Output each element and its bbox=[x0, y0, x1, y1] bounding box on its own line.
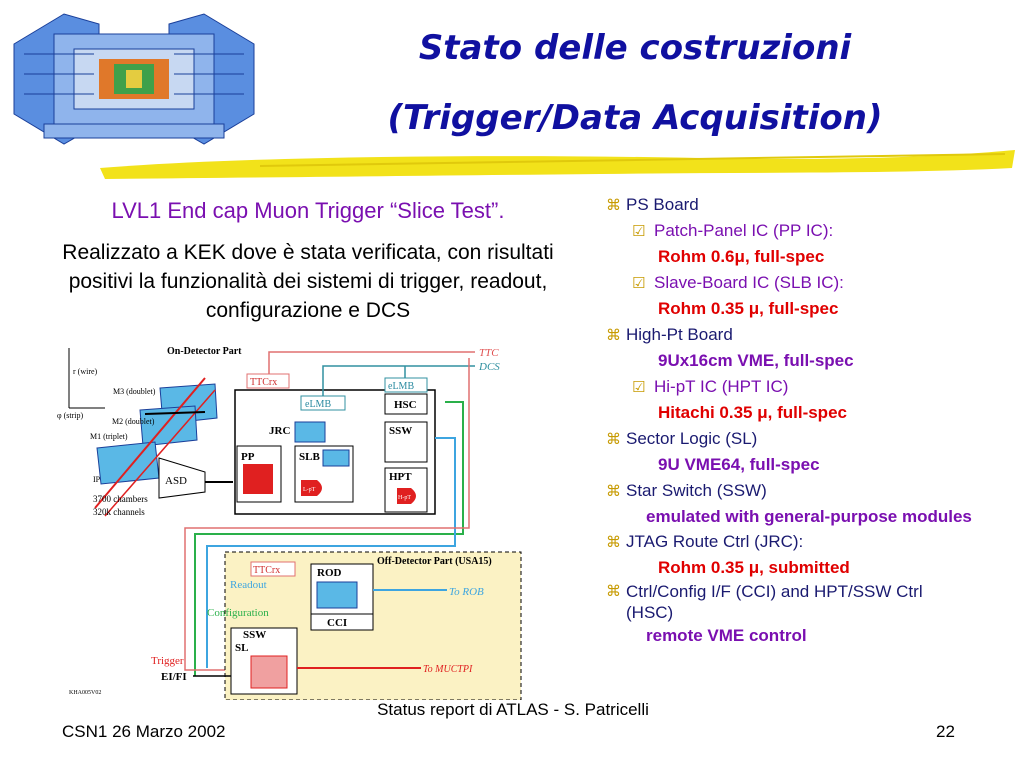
off-detector-label: Off-Detector Part (USA15) bbox=[377, 556, 492, 567]
footer-center-text: Status report di ATLAS - S. Patricelli bbox=[377, 700, 649, 719]
m2-label: M2 (doublet) bbox=[112, 417, 155, 426]
chambers-count: 3700 chambers bbox=[93, 494, 148, 504]
channels-count: 320k channels bbox=[93, 507, 145, 517]
list-item-hpt-ic: ☑ Hi-pT IC (HPT IC) bbox=[606, 374, 1016, 400]
on-detector-label: On-Detector Part bbox=[167, 346, 242, 357]
slide-title-line1: Stato delle costruzioni bbox=[418, 27, 852, 68]
elmb-hsc-label: eLMB bbox=[388, 381, 415, 392]
status-pp-ic: Rohm 0.6μ, full-spec bbox=[658, 247, 825, 266]
ttc-label: TTC bbox=[479, 347, 499, 359]
to-muctpi-label: To MUCTPI bbox=[423, 664, 473, 675]
rod-label: ROD bbox=[317, 567, 342, 579]
hpt-label: HPT bbox=[389, 471, 412, 483]
list-item-jrc: ⌘ JTAG Route Ctrl (JRC): bbox=[606, 529, 1016, 555]
trigger-system-diagram bbox=[55, 338, 525, 700]
ssw-off-label: SSW bbox=[243, 629, 267, 641]
list-item-high-pt-board: ⌘ High-Pt Board bbox=[606, 322, 1016, 348]
z-bullet-icon: ⌘ bbox=[606, 533, 621, 551]
slice-test-description: Realizzato a KEK dove è stata verificata, con risultati positivi la funzionalità dei sistemi di trigger, readout, configurazione e DCS bbox=[62, 241, 554, 322]
z-bullet-icon: ⌘ bbox=[606, 326, 621, 344]
elmb-on-label: eLMB bbox=[305, 399, 332, 410]
list-item-slb-ic: ☑ Slave-Board IC (SLB IC): bbox=[606, 270, 1016, 296]
status-slb-ic: Rohm 0.35 μ, full-spec bbox=[658, 299, 839, 318]
status-cci-hsc: remote VME control bbox=[646, 626, 807, 645]
dcs-label: DCS bbox=[479, 361, 500, 373]
list-item-star-switch: ⌘ Star Switch (SSW) bbox=[606, 478, 1016, 504]
configuration-label: Configuration bbox=[207, 607, 269, 619]
diagram-reference: KHA005V02 bbox=[69, 690, 102, 696]
hpt-chip-label: H-pT bbox=[398, 495, 411, 501]
footer-date: CSN1 26 Marzo 2002 bbox=[62, 722, 226, 741]
jrc-label: JRC bbox=[269, 425, 291, 437]
r-wire-label: r (wire) bbox=[73, 367, 98, 376]
status-sector-logic: 9U VME64, full-spec bbox=[658, 455, 820, 474]
cci-label: CCI bbox=[327, 617, 348, 629]
status-hpt-ic: Hitachi 0.35 μ, full-spec bbox=[658, 403, 847, 422]
yellow-brush-stroke bbox=[100, 146, 1015, 182]
z-bullet-icon: ⌘ bbox=[606, 482, 621, 500]
ssw-on-label: SSW bbox=[389, 425, 413, 437]
m1-label: M1 (triplet) bbox=[90, 432, 128, 441]
status-star-switch: emulated with general-purpose modules bbox=[646, 507, 972, 526]
m3-label: M3 (doublet) bbox=[113, 387, 156, 396]
page-number: 22 bbox=[936, 722, 955, 741]
slice-test-subtitle: LVL1 End cap Muon Trigger “Slice Test”. bbox=[111, 198, 505, 223]
phi-strip-label: φ (strip) bbox=[57, 411, 84, 420]
z-bullet-icon: ⌘ bbox=[606, 196, 621, 214]
to-rob-label: To ROB bbox=[449, 586, 484, 598]
ttcrx-off-label: TTCrx bbox=[253, 565, 281, 576]
slide-title-line2: (Trigger/Data Acquisition) bbox=[387, 97, 883, 138]
asd-label: ASD bbox=[165, 475, 188, 487]
status-jrc: Rohm 0.35 μ, submitted bbox=[658, 558, 850, 577]
eifi-label: EI/FI bbox=[161, 671, 187, 683]
z-bullet-icon: ⌘ bbox=[606, 582, 621, 600]
ip-label: IP bbox=[93, 475, 101, 484]
readout-label: Readout bbox=[230, 579, 267, 591]
sl-label: SL bbox=[235, 642, 249, 654]
trigger-label: Trigger bbox=[151, 655, 184, 667]
list-item-pp-ic: ☑ Patch-Panel IC (PP IC): bbox=[606, 218, 1016, 244]
list-item-cci-hsc: ⌘ Ctrl/Config I/F (CCI) and HPT/SSW Ctrl (HSC) bbox=[606, 582, 923, 622]
y-bullet-icon: ☑ bbox=[632, 274, 646, 292]
status-high-pt-board: 9Ux16cm VME, full-spec bbox=[658, 351, 854, 370]
ttcrx-on-label: TTCrx bbox=[250, 377, 278, 388]
component-status-list bbox=[606, 192, 1016, 649]
list-item-sector-logic: ⌘ Sector Logic (SL) bbox=[606, 426, 1016, 452]
z-bullet-icon: ⌘ bbox=[606, 430, 621, 448]
atlas-detector-image bbox=[4, 4, 264, 154]
lpt-chip-label: L-pT bbox=[303, 487, 316, 493]
y-bullet-icon: ☑ bbox=[632, 378, 646, 396]
slb-label: SLB bbox=[299, 451, 320, 463]
pp-label: PP bbox=[241, 451, 255, 463]
hsc-label: HSC bbox=[394, 399, 417, 411]
list-item-ps-board: ⌘ PS Board bbox=[606, 192, 1016, 218]
y-bullet-icon: ☑ bbox=[632, 222, 646, 240]
